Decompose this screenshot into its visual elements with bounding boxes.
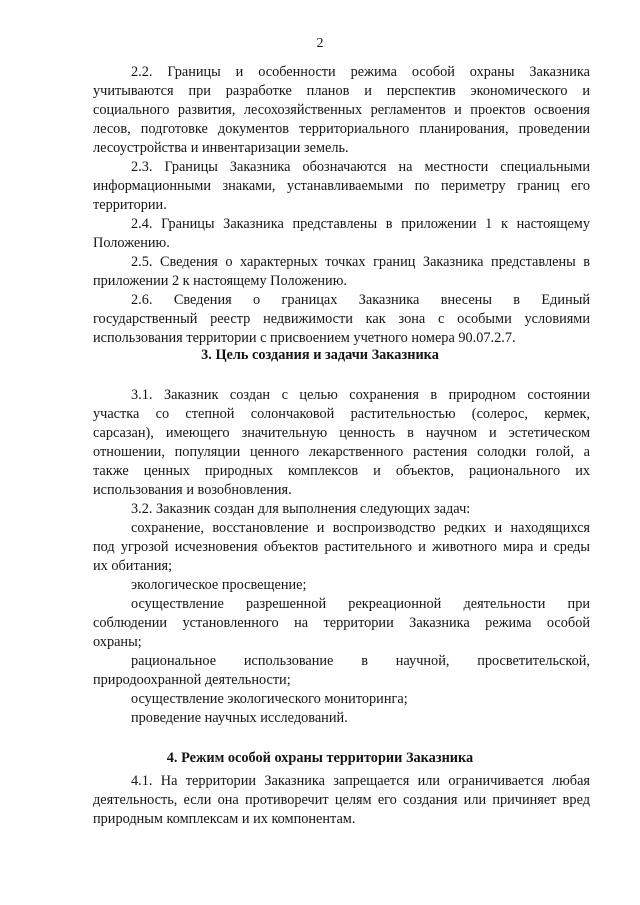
paragraph-line: информационными знаками, устанавливаемыми по периметру границ его bbox=[93, 178, 590, 194]
paragraph-line: экологическое просвещение; bbox=[131, 577, 307, 593]
paragraph-line: отношении, популяции ценного лекарственного растения солодки голой, а bbox=[93, 444, 590, 460]
paragraph-line: их обитания; bbox=[93, 558, 173, 574]
page-number: 2 bbox=[316, 36, 324, 51]
paragraph-line: лесоустройства и инвентаризации земель. bbox=[93, 140, 349, 156]
paragraph-line: Положению. bbox=[93, 235, 170, 251]
paragraph-line: осуществление экологического мониторинга; bbox=[131, 691, 408, 707]
paragraph-line: использования и возобновления. bbox=[93, 482, 292, 498]
paragraph-line: деятельность, если она противоречит целям его создания или причиняет вред bbox=[93, 792, 590, 808]
paragraph-line: под угрозой исчезновения объектов растительного и животного мира и среды bbox=[93, 539, 590, 555]
paragraph-line: 2.5. Сведения о характерных точках границ Заказника представлены в bbox=[131, 254, 590, 270]
paragraph-line: 2.3. Границы Заказника обозначаются на местности специальными bbox=[131, 159, 590, 175]
paragraph-line: природным комплексам и их компонентам. bbox=[93, 811, 356, 827]
paragraph-line: природоохранной деятельности; bbox=[93, 672, 291, 688]
paragraph-line: 2.4. Границы Заказника представлены в приложении 1 к настоящему bbox=[131, 216, 590, 232]
paragraph-line: осуществление разрешенной рекреационной деятельности при bbox=[131, 596, 590, 612]
paragraph-line: территории. bbox=[93, 197, 167, 213]
paragraph-line: сарсазан), имеющего значительную ценность в научном и эстетическом bbox=[93, 425, 590, 441]
paragraph-line: приложении 2 к настоящему Положению. bbox=[93, 273, 347, 289]
paragraph-line: рациональное использование в научной, просветительской, bbox=[131, 653, 590, 669]
paragraph-line: социального развития, лесохозяйственных регламентов и проектов освоения bbox=[93, 102, 590, 118]
section-heading-4: 4. Режим особой охраны территории Заказника bbox=[166, 750, 474, 766]
paragraph-line: также ценных природных комплексов и объектов, рационального их bbox=[93, 463, 590, 479]
paragraph-line: 2.6. Сведения о границах Заказника внесены в Единый bbox=[131, 292, 590, 308]
paragraph-line: использования территории с присвоением учетного номера 90.07.2.7. bbox=[93, 330, 516, 346]
paragraph-line: 3.1. Заказник создан с целью сохранения в природном состоянии bbox=[131, 387, 590, 403]
paragraph-line: проведение научных исследований. bbox=[131, 710, 348, 726]
paragraph-line: 3.2. Заказник создан для выполнения следующих задач: bbox=[131, 501, 471, 517]
paragraph-line: участка со степной солончаковой растительностью (солерос, кермек, bbox=[93, 406, 590, 422]
paragraph-line: охраны; bbox=[93, 634, 142, 650]
paragraph-line: учитываются при разработке планов и перспектив экономического и bbox=[93, 83, 590, 99]
paragraph-line: 2.2. Границы и особенности режима особой охраны Заказника bbox=[131, 64, 590, 80]
paragraph-line: лесов, подготовке документов территориального планирования, проведении bbox=[93, 121, 590, 137]
paragraph-line: соблюдении установленного на территории Заказника режима особой bbox=[93, 615, 590, 631]
paragraph-line: государственный реестр недвижимости как зона с особыми условиями bbox=[93, 311, 590, 327]
paragraph-line: сохранение, восстановление и воспроизводство редких и находящихся bbox=[131, 520, 590, 536]
section-heading-3: 3. Цель создания и задачи Заказника bbox=[201, 347, 439, 363]
paragraph-line: 4.1. На территории Заказника запрещается или ограничивается любая bbox=[131, 773, 590, 789]
